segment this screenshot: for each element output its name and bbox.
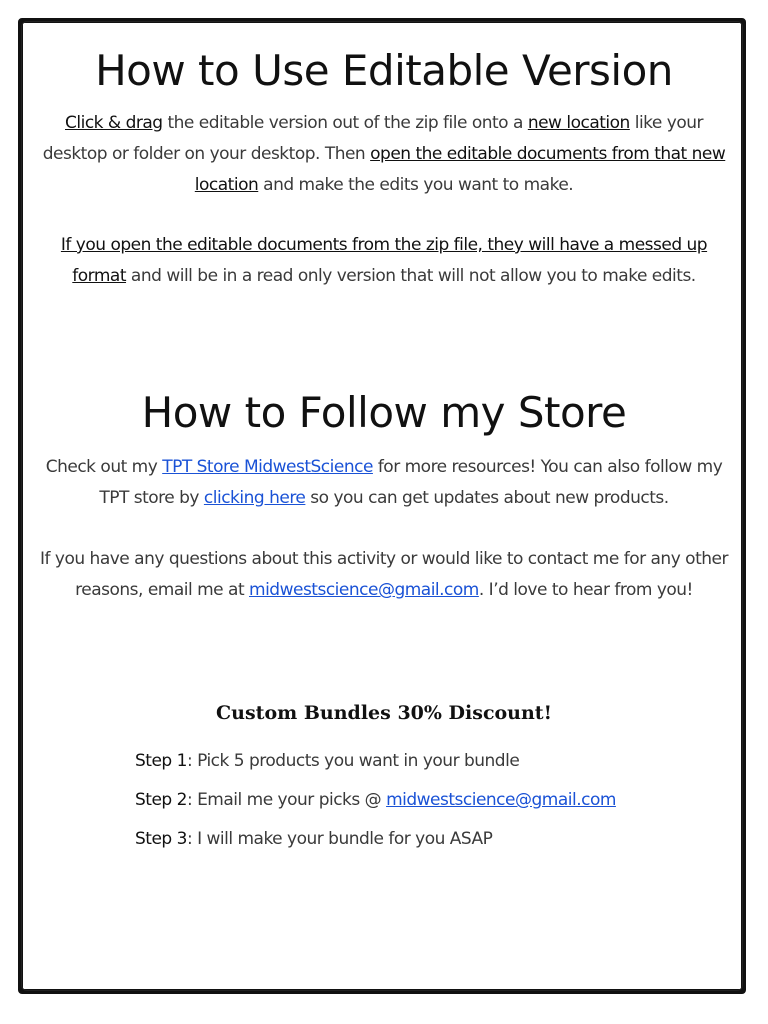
step-item	[135, 820, 616, 859]
step-text: : I will make your bundle for you ASAP	[186, 829, 493, 849]
clicking-here-link[interactable]: clicking here	[203, 488, 306, 508]
click-drag-text: Click & drag	[65, 113, 163, 133]
open-docs-text: open the editable documents from that new location	[194, 144, 726, 195]
section-title-follow: How to Follow my Store	[141, 388, 627, 437]
step-label: Step 1	[135, 751, 187, 771]
bundle-email-link[interactable]: midwestscience@gmail.com	[386, 790, 616, 810]
text-segment: and will be in a read only version that will not allow you to make edits.	[126, 266, 696, 286]
step-item	[135, 742, 616, 781]
text-segment: If you have any questions about this activity or would like to contact me for any other reasons, email me at	[40, 549, 728, 600]
bundle-title: Custom Bundles 30% Discount!	[216, 702, 552, 724]
editable-instructions-paragraph	[40, 108, 728, 201]
contact-paragraph	[40, 544, 728, 606]
step-text: : Email me your picks @	[186, 790, 387, 810]
section-title-editable: How to Use Editable Version	[95, 46, 673, 95]
email-link[interactable]: midwestscience@gmail.com	[249, 580, 479, 600]
store-paragraph	[40, 452, 728, 514]
new-location-text: new location	[527, 113, 630, 133]
zip-warning-text: If you open the editable documents from the zip file, they will have a messed up format	[60, 235, 708, 286]
text-segment: like your desktop or folder on your desktop. Then	[42, 113, 703, 164]
text-segment: and make the edits you want to make.	[258, 175, 574, 195]
step-text: : Pick 5 products you want in your bundle	[186, 751, 520, 771]
text-segment: so you can get updates about new products.	[305, 488, 669, 508]
tpt-store-link[interactable]: TPT Store MidwestScience	[162, 457, 373, 477]
text-segment: the editable version out of the zip file onto a	[162, 113, 528, 133]
zip-warning-paragraph	[40, 230, 728, 292]
step-label: Step 3	[135, 829, 187, 849]
step-item	[135, 781, 616, 820]
step-label: Step 2	[135, 790, 187, 810]
text-segment: for more resources! You can also follow my TPT store by	[99, 457, 723, 508]
bundle-steps-list	[135, 742, 616, 859]
text-segment: Check out my	[45, 457, 163, 477]
text-segment: . I’d love to hear from you!	[478, 580, 693, 600]
